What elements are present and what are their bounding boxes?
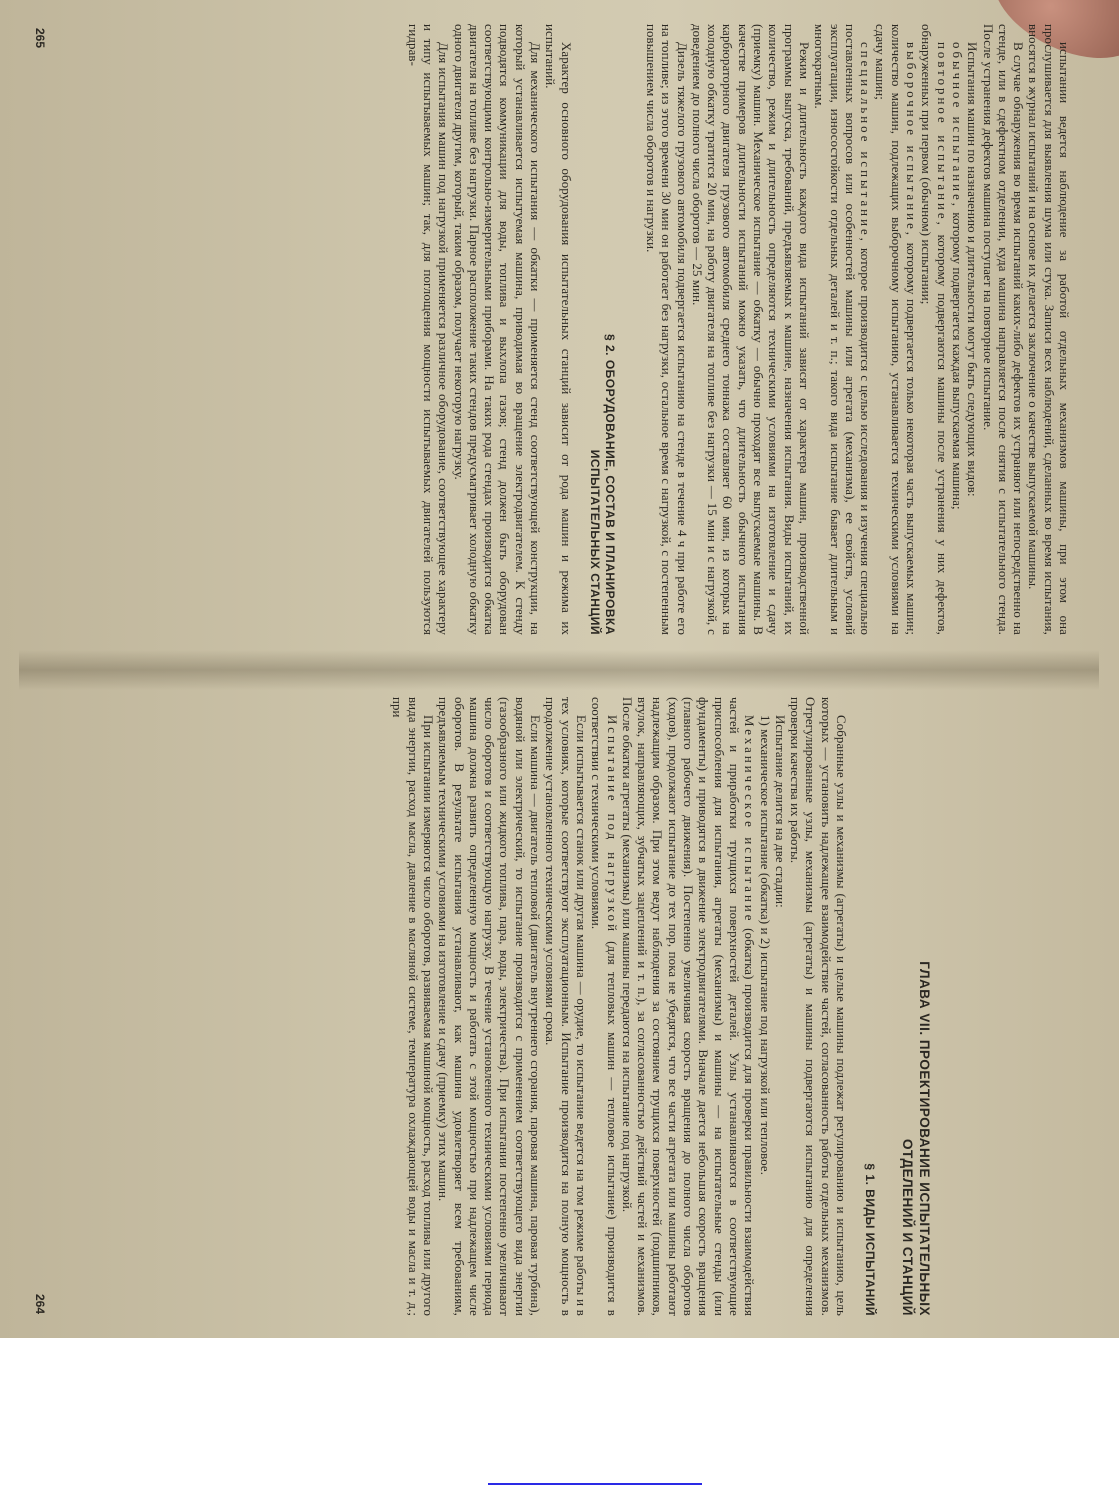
paragraph: Испытание делится на две стадии: xyxy=(772,715,787,908)
term-text: которое производится с целью исследования и изучения специально поставленных вопросов или особенностей машины или агрегата (механизма), ее свойств, условий эксплуатации, износостойкости отдельных деталей и т. п.; такого вида испытание бывает длительным и многократным. xyxy=(812,24,873,635)
paragraph: Для испытания машин под нагрузкой применяется различное оборудование, соответствующее характеру и типу испытываемых машин; так, для поглощения мощности испытываемых двигателей пользуются гидрав- xyxy=(405,24,451,635)
section-title: § 1. ВИДЫ ИСПЫТАНИЙ xyxy=(863,1163,877,1316)
term: выборочное испытание, xyxy=(904,42,919,239)
chapter-title xyxy=(899,697,933,1316)
paragraph: Собранные узлы и механизмы (агрегаты) и целые машины подлежат регулированию и испытанию, цель которых — установить надлежащее взаимодействие частей, согласованность работы отдельных механизмов. Отрегулированные узлы, механизмы (агрегаты) и машины подвергаются испытанию для определения проверки качества их работы. xyxy=(788,697,848,1316)
paragraph: Дизель тяжелого грузового автомобиля подвергается испытанию на стенде в течение 4 ч при работе его на топливе; из этого времени 30 мин он работает без нагрузки, остальное время с нагрузкой, с постепенным повышением числа оборотов и нагрузки. xyxy=(643,24,689,635)
term: обычное испытание, xyxy=(949,42,964,210)
paragraph: 1) механическое испытание (обкатка) и 2) испытание под нагрузкой или тепловое. xyxy=(757,715,772,1176)
term-text: (для тепловых машин — тепловое испытание) производится в соответствии с техническими условиями. xyxy=(589,697,619,1316)
term: Испытание под нагрузкой xyxy=(604,715,619,934)
term: повторное испытание, xyxy=(934,42,949,228)
paragraph: Испытания машин по назначению и длительности могут быть следующих видов: xyxy=(965,42,980,497)
term-text: которому подвергается каждая выпускаемая машина; xyxy=(949,212,964,510)
paragraph: Режим и длительность каждого вида испытаний зависят от характера машин, производственной программы выпуска, требований, предъявляемых к машине, назначения испытания. Виды испытаний, их количество, режим и длительность определяются техническими условиями на изготовление и сдачу (приемку) машин. Механическое испытание — обкатку — обычно проходят все выпускаемые машины. В качестве примеров длительности испытаний можно указать, что длительность обычного испытания карбюраторного двигателя грузового автомобиля среднего тоннажа составляет 60 мин, из которых на холодную обкатку тратится 20 мин, на работу двигателя на топливе без нагрузки — 15 мин и с нагрузкой, с доведением до полного числа оборотов — 25 мин. xyxy=(689,24,811,635)
section-title xyxy=(587,24,617,635)
term-text: которому подвергаются машины после устранения у них дефектов, обнаруженных при первом (обычном) испытании; xyxy=(919,24,949,636)
paragraph: В случае обнаружения во время испытаний каких-либо дефектов их устраняют или непосредственно на стенде, или в сдефектном отделении, куда машина направляется после снятия с испытательного стенда. После устранения дефектов машина поступает на повторное испытание. xyxy=(980,24,1026,635)
page-number: 265 xyxy=(33,28,47,49)
list-item xyxy=(949,24,964,635)
page-number: 264 xyxy=(33,1293,47,1314)
paragraph: Если машина — двигатель тепловой (двигатель внутреннего сгорания, паровая машина, паровая турбина), водяной или электрический, то испытание производится с применением соответствующего вида энергии (газообразного или жидкого топлива, пара, воды, электричества). При испытании постепенно увеличивают число оборотов и соответствующую нагрузку. В течение установленного техническими условиями периода машина должна развить определенную мощность и работать с этой мощностью при надлежащем числе оборотов. В результате испытания устанавливают, как машина удовлетворяет всем требованиям, предъявляемым техническими условиями на изготовление и сдачу (приемку) этих машин. xyxy=(436,697,543,1316)
section-title-line: § 2. ОБОРУДОВАНИЕ, СОСТАВ И ПЛАНИРОВКА xyxy=(602,333,617,635)
paragraph: Если испытывается станок или другая машина — орудие, то испытание ведется на том режиме работы и в тех условиях, которые соответствуют эксплуатационным. Испытание производится на полную мощность в продолжение установленного техническими условиями срока. xyxy=(543,697,588,1316)
section-title-line: ИСПЫТАТЕЛЬНЫХ СТАНЦИЙ xyxy=(587,449,602,635)
chapter-title-line: ГЛАВА VII. ПРОЕКТИРОВАНИЕ ИСПЫТАТЕЛЬНЫХ xyxy=(917,961,932,1316)
term: Механическое испытание xyxy=(742,715,757,924)
chapter-title-line: ОТДЕЛЕНИЙ И СТАНЦИЙ xyxy=(900,1139,915,1316)
paragraph: При испытании измеряются число оборотов, развиваемая машиной мощность, расход топлива или другого вида энергии, расход масла, давление в масляной системе, температура охлаждающей воды и масла и т. д.; при xyxy=(390,697,435,1316)
list-item xyxy=(872,24,918,635)
paragraph: Характер основного оборудования испытательных станций зависит от рода машин и режима их испытаний. xyxy=(543,24,573,635)
term-text: (обкатка) производится для проверки правильности взаимодействия частей и приработки трущихся поверхностей деталей. Узлы устанавливаются в соответствующие приспособления для испытания, агрегаты (механизмы) и машины — на испытательные стенды (или фундаменты) и приводятся в движение электродвигателями. Вначале дается небольшая скорость вращения (главного рабочего движения). Постепенно увеличивая скорость вращения до полного числа оборотов (ходов), продолжают испытание до тех пор, пока не убедятся, что все части агрегата или машины работают надлежащим образом. При этом ведут наблюдения за состоянием трущихся поверхностей (подшипников, втулок, направляющих, зубчатых зацеплений и т. п.), за согласованностью действий частей и механизмов. После обкатки агрегаты (механизмы) или машины передаются на испытание под нагрузкой. xyxy=(619,697,757,1317)
list-item xyxy=(811,24,872,635)
list-item xyxy=(918,24,949,635)
paragraph: испытании ведется наблюдение за работой отдельных механизмов машины, при этом она прослушивается для выявления шума или стука. Записи всех наблюдений, сделанных во время испытания, вносятся в журнал испытаний и на основе их делается заключение о качестве выпускаемой машины. xyxy=(1026,24,1071,635)
paragraph: Для механического испытания — обкатки — применяется стенд соответствующей конструкции, на который устанавливается испытуемая машина, приводимая во вращение электродвигателем. К стенду подводятся коммуникации для воды, топлива и выхлопа газов; стенд должен быть оборудован соответствующими контрольно-измерительными приборами. На таких рода стендах производится обкатка двигателя на топливе без нагрузки. Парное расположение таких стендов предусматривает холодную обкатку одного двигателя другим, который, таким образом, получает некоторую нагрузку. xyxy=(451,24,543,635)
paragraph xyxy=(619,697,757,1316)
term-text: которому подвергается только некоторая часть выпускаемых машин; количество машин, подлежащих выборочному испытанию, устанавливается техническими условиями на сдачу машин; xyxy=(873,24,919,636)
footer-link-underline[interactable] xyxy=(488,1483,702,1485)
page-264 xyxy=(19,669,1099,1338)
term: специальное испытание, xyxy=(858,42,873,244)
page-265 xyxy=(19,0,1099,669)
paragraph xyxy=(588,697,619,1316)
book-spread xyxy=(19,0,1099,1338)
